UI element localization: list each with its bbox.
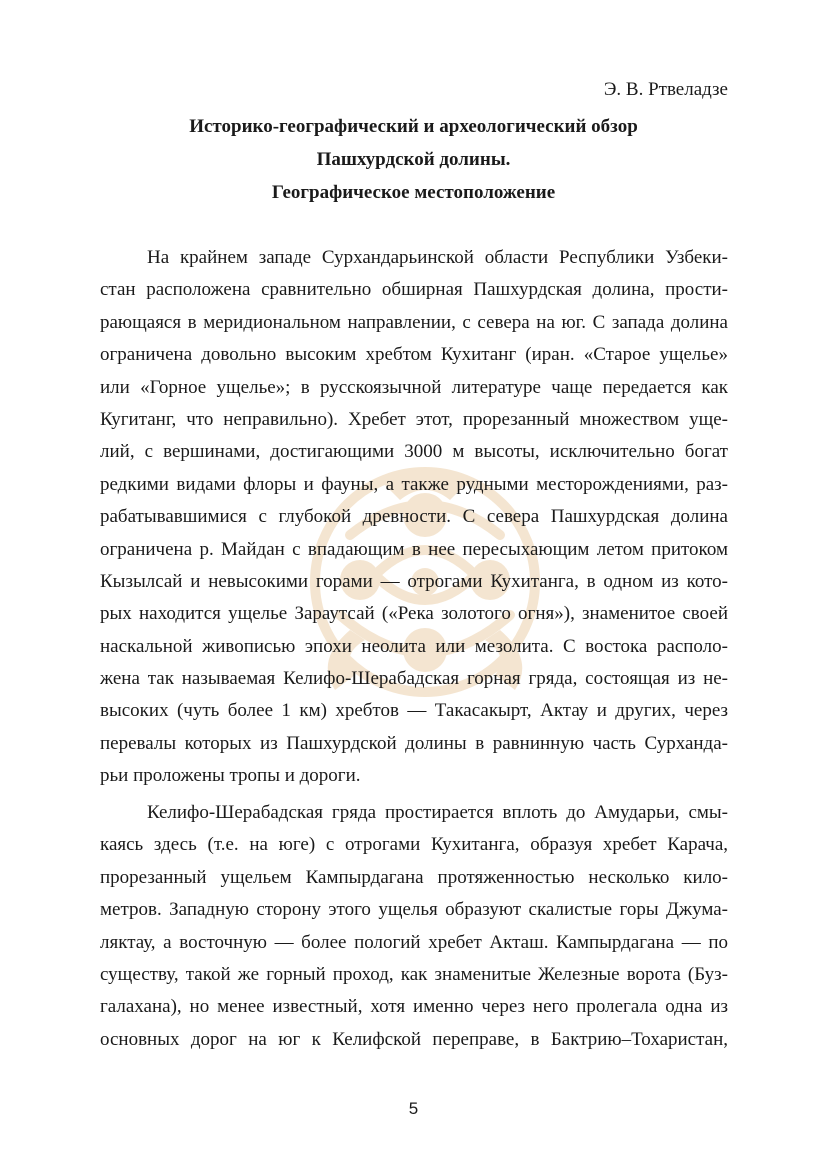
text-line: ограничена р. Майдан с впадающим в нее пересыхающим летом притоком [100,538,728,560]
page-number: 5 [408,1099,419,1118]
text-line: рабатывавшимися с глубокой древности. С севера Пашхурдская долина [100,506,728,528]
title-line-2: Пашхурдской долины. [316,149,511,170]
text-line: основных дорог на юг к Келифской переправе, в Бактрию–Тохаристан, [100,1028,728,1050]
text-line: лий, с вершинами, достигающими 3000 м высоты, исключительно богат [100,441,728,463]
text-line: существу, такой же горный проход, как знаменитые Железные ворота (Буз- [100,963,728,985]
text-line: Кызылсай и невысокими горами — отрогами Кухитанга, в одном из кото- [100,570,728,592]
text-line: рых находится ущелье Зараутсай («Река золотого огня»), знаменитое своей [100,603,728,625]
text-line: На крайнем западе Сурхандарьинской области Республики Узбеки- [147,247,728,268]
text-line: жена так называемая Келифо-Шерабадская горная гряда, состоящая из не- [100,668,728,690]
text-line: высоких (чуть более 1 км) хребтов — Такасакырт, Актау и других, через [100,700,728,722]
title-line-3: Географическое местоположение [271,182,556,203]
text-line: перевалы которых из Пашхурдской долины в равнинную часть Сурханда- [100,732,728,754]
text-line: или «Горное ущелье»; в русскоязычной литературе чаще передается как [100,376,728,398]
text-line: рьи проложены тропы и дороги. [100,765,361,787]
text-line: каясь здесь (т.е. на юге) с отрогами Кухитанга, образуя хребет Карача, [100,834,728,856]
text-line: прорезанный ущельем Кампырдагана протяженностью несколько кило- [100,866,728,888]
text-line: метров. Западную сторону этого ущелья образуют скалистые горы Джума- [100,899,728,921]
text-line: наскальной живописью эпохи неолита или мезолита. С востока располо- [100,635,728,657]
paragraph-1 [100,242,728,793]
text-line: редкими видами флоры и фауны, а также рудными месторождениями, раз- [100,473,728,495]
text-line: рающаяся в меридиональном направлении, с севера на юг. С запада долина [100,311,728,333]
text-line: стан расположена сравнительно обширная Пашхурдская долина, прости- [100,279,728,301]
text-line: Келифо-Шерабадская гряда простирается вплоть до Амударьи, смы- [147,802,728,823]
text-line: галахана), но менее известный, хотя именно через него пролегала одна из [100,996,728,1018]
title-line-1: Историко-географический и археологический обзор [189,116,638,137]
text-line: ограничена довольно высоким хребтом Кухитанг (иран. «Старое ущелье» [100,344,728,366]
paragraph-2 [100,797,728,1056]
author-name: Э. В. Ртвеладзе [603,79,728,100]
text-line: Кугитанг, что неправильно). Хребет этот, прорезанный множеством уще- [100,408,728,430]
text-line: ляктау, а восточную — более пологий хребет Акташ. Кампырдагана — по [100,931,728,953]
